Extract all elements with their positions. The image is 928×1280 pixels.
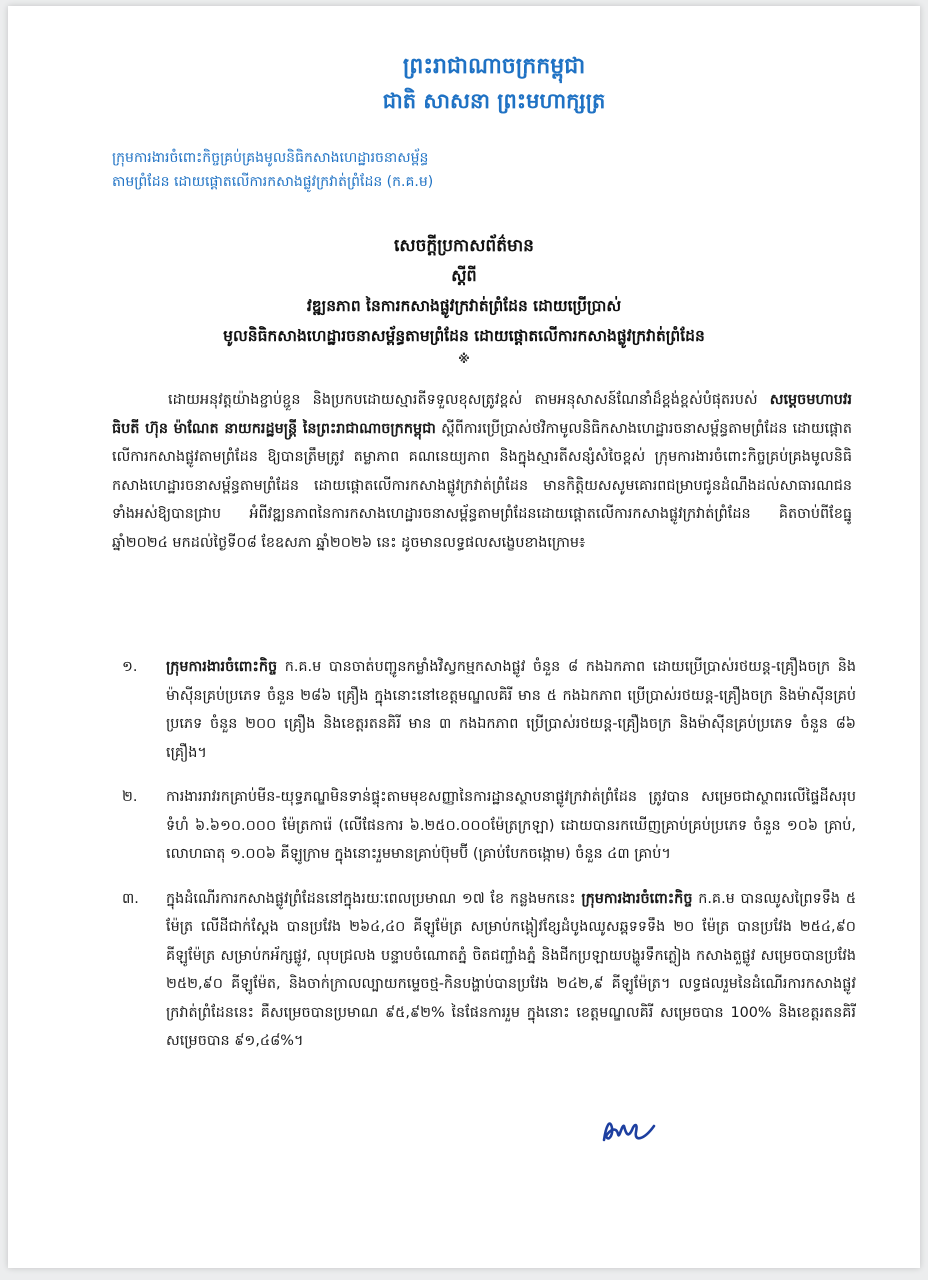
item-text: ក.គ.ម បានចាត់បញ្ជូនកម្លាំងវិស្វកម្មកសាងផ្លូវ ចំនួន ៨ កងឯកភាព ដោយប្រើប្រាស់រថយន្ត-គ្រឿងចក្រ និងម៉ាស៊ីនគ្រប់ប្រភេទ ចំនួន ២៨៦ គ្រឿង ក្នុងនោះនៅខេត្តមណ្ឌលគិរី មាន ៥ កងឯកភាព ប្រើប្រាស់រថយន្ត-គ្រឿងចក្រ និងម៉ាស៊ីនគ្រប់ប្រភេទ ចំនួន ២០០ គ្រឿង និងខេត្តរតនគិរី មាន ៣ កងឯកភាព ប្រើប្រាស់រថយន្ត-គ្រឿងចក្រ និងម៉ាស៊ីនគ្រប់ប្រភេទ ចំនួន ៨៦ គ្រឿង។ [166, 659, 856, 761]
subject-line-2: មូលនិធិកសាងហេដ្ឋារចនាសម្ព័ន្ធតាមព្រំដែន ដោយផ្តោតលើការកសាងផ្លូវក្រវាត់ព្រំដែន [223, 327, 705, 345]
national-motto: ជាតិ សាសនា ព្រះមហាក្សត្រ [382, 89, 606, 113]
item-prefix: ក្នុងដំណើរការកសាងផ្លូវព្រំដែននៅក្នុងរយៈពេលប្រមាណ ១៧ ខែ កន្លងមកនេះ [166, 890, 582, 907]
item-text: ការងាររាវរកគ្រាប់មីន-យុទ្ធភណ្ឌមិនទាន់ផ្ទុះតាមមុខសញ្ញានៃការដ្ឋានស្ថាបនាផ្លូវក្រវាត់ព្រំដែន ត្រូវបាន សម្រេចជាស្ថាពរលើផ្ទៃដីសរុបទំហំ ៦.៦១០.០០០ ម៉ែត្រការ៉េ (លើផែនការ ៦.២៥០.០០០ម៉ែត្រក្រឡា) ដោយបានរកឃើញគ្រាប់គ្រប់ប្រភេទ ចំនួន ១០៦ គ្រាប់, លោហធាតុ ១.០០៦ គីឡូក្រាម ក្នុងនោះរួមមានគ្រាប់ប៊ុមប៊ី (គ្រាប់បែកចង្កោម) ចំនួន ៤៣ គ្រាប់។ [166, 789, 856, 862]
kingdom-title: ព្រះរាជាណាចក្រកម្ពុជា [402, 54, 586, 79]
leader-name: សម្តេចមហាបវរធិបតី ហ៊ុន ម៉ាណែត នាយករដ្ឋមន្ត្រី នៃព្រះរាជាណាចក្រកម្ពុជា [112, 392, 852, 437]
subject-line-1: វឌ្ឍនភាព នៃការកសាងផ្លូវក្រវាត់ព្រំដែន ដោយប្រើប្រាស់ [306, 297, 622, 315]
item-number: ៣. [122, 890, 139, 907]
item-number: ២. [122, 789, 138, 805]
document-type: សេចក្តីប្រកាសព័ត៌មាន [394, 236, 534, 256]
list-item [112, 653, 856, 767]
issuing-office: ក្រុមការងារចំពោះកិច្ចគ្រប់គ្រងមូលនិធិកសាងហេដ្ឋារចនាសម្ព័ន្ធតាមព្រំដែន ដោយផ្តោតលើការកសាងផ្លូវក្រវាត់ព្រំដែន (ក.គ.ម) [112, 150, 434, 190]
signature-icon [600, 1112, 656, 1148]
document-page [8, 6, 920, 1268]
title-ornament: ※ [458, 352, 470, 366]
item-text: ក.គ.ម បានឈូសព្រៃទទឹង ៥ ម៉ែត្រ លើដីជាក់ស្តែង បានប្រវែង ២៦៤,៤០ គីឡូម៉ែត្រ សម្រាប់កង្តៀវខ្សែដំបូងឈូសឆ្ពទទទឹង ២០ ម៉ែត្រ បានប្រវែង ២៥៤,៩០ គីឡូម៉ែត្រ សម្រាប់កអ័ក្សផ្លូវ, លុបជ្រលង បន្ទាបចំណោតភ្នំ ចិតជញ្ជាំងភ្នំ និងជីកប្រឡាយបង្ហូរទឹកភ្លៀង កសាងតួផ្លូវ សម្រេចបានប្រវែង ២៥២,៩០ គីឡូម៉ែត, និងចាក់ក្រាលល្បាយកម្ទេចថ្ម-កិនបង្ហាប់បានប្រវែង ២៤២,៩ គីឡូម៉ែត្រ។ លទ្ធផលរួមនៃដំណើរការកសាងផ្លូវក្រវាត់ព្រំដែននេះ គឺសម្រេចបានប្រមាណ ៩៥,៩២% នៃផែនការរួម ក្នុងនោះ ខេត្តមណ្ឌលគិរី សម្រេចបាន 100% និងខេត្តរតនគិរី សម្រេចបាន ៩១,៤៨%។ [166, 890, 857, 1049]
intro-paragraph [112, 386, 852, 557]
document-title-block [8, 231, 920, 367]
list-item [112, 885, 856, 1056]
letterhead [8, 50, 920, 118]
result-list [112, 653, 856, 1056]
intro-text-2: ស្តីពីការប្រើប្រាស់ថវិកាមូលនិធិកសាងហេដ្ឋារចនាសម្ព័ន្ធតាមព្រំដែន ដោយផ្តោតលើការកសាងផ្លូវតាមព្រំដែន ឱ្យបានត្រឹមត្រូវ តម្លាភាព គណនេយ្យភាព និងក្នុងស្មារតីសន្សំសំចៃខ្ពស់ ក្រុមការងារចំពោះកិច្ចគ្រប់គ្រងមូលនិធិកសាងហេដ្ឋារចនាសម្ព័ន្ធតាមព្រំដែន ដោយផ្តោតលើការកសាងផ្លូវក្រវាត់ព្រំដែន មានកិត្តិយសសូមគោរពជម្រាបជូនដំណឹងដល់សាធារណជនទាំងអស់ឱ្យបានជ្រាប អំពីវឌ្ឍនភាពនៃការកសាងហេដ្ឋារចនាសម្ព័ន្ធតាមព្រំដែនដោយផ្តោតលើការកសាងផ្លូវក្រវាត់ព្រំដែន គិតចាប់ពីខែធ្នូ ឆ្នាំ២០២៤ មកដល់ថ្ងៃទី០៨ ខែឧសភា ឆ្នាំ២០២៦ នេះ ដូចមានលទ្ធផលសង្ខេបខាងក្រោម៖ [112, 420, 852, 551]
about-label: ស្តីពី [451, 266, 477, 285]
item-number: ១. [122, 659, 138, 675]
item-bold-lead: ក្រុមការងារចំពោះកិច្ច [166, 659, 278, 675]
intro-text-1: ដោយអនុវត្តយ៉ាងខ្ជាប់ខ្ជួន និងប្រកបដោយស្មារតីទទួលខុសត្រូវខ្ពស់ តាមអនុសាសន៍ណែនាំដ៏ខ្ពង់ខ្ពស់បំផុតរបស់ [168, 392, 770, 408]
list-item [112, 783, 856, 869]
item-bold-lead: ក្រុមការងារចំពោះកិច្ច [581, 890, 693, 907]
